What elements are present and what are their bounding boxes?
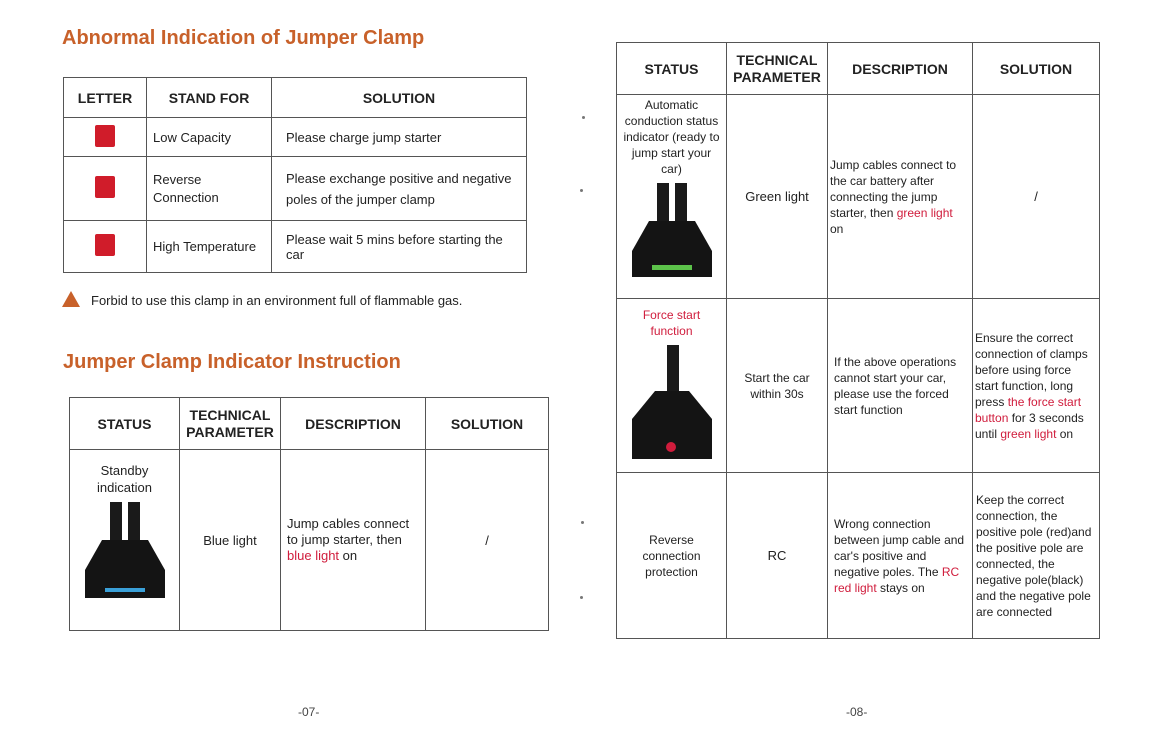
jumper-clamp-green-icon [627, 181, 717, 279]
description-highlight: green light [896, 205, 953, 220]
status-text: Standby indication [97, 463, 152, 495]
description-text: Jump cables connect to the car battery after connecting the jump starter, then [830, 157, 957, 220]
header-description: DESCRIPTION [828, 43, 973, 95]
header-solution: SOLUTION [272, 78, 527, 118]
jumper-clamp-blue-icon [80, 500, 170, 600]
description-highlight: RC red light [834, 564, 960, 595]
status-cell: Reverse connection protection [617, 473, 727, 639]
description-text-end: on [830, 221, 844, 236]
solution-cell: Please charge jump starter [272, 118, 527, 157]
header-status: STATUS [617, 43, 727, 95]
page-number: -08- [846, 705, 868, 719]
header-letter: LETTER [64, 78, 147, 118]
table-row [64, 118, 527, 157]
header-description: DESCRIPTION [281, 398, 426, 450]
solution-cell: Keep the correct connection, the positive pole (red)and the positive pole are connected, the negative pole(black) and the negative pole are connected [973, 473, 1100, 639]
param-cell: Green light [727, 95, 828, 299]
status-text: Automatic conduction status indicator (ready to jump start your car) [623, 98, 720, 176]
red-indicator-icon [95, 176, 115, 198]
red-indicator-icon [95, 234, 115, 256]
solution-cell: Please exchange positive and negative poles of the jumper clamp [272, 157, 527, 221]
solution-highlight-2: green light [1000, 426, 1057, 441]
param-cell: Start the car within 30s [727, 299, 828, 473]
indicator-instruction-table-continued [616, 42, 1100, 639]
stand-for-cell: Reverse Connection [147, 157, 272, 221]
solution-text-mid: for 3 seconds until [975, 410, 1084, 441]
table-row [617, 299, 1100, 473]
abnormal-indication-title: Abnormal Indication of Jumper Clamp [62, 27, 425, 49]
solution-text-end: on [1056, 426, 1074, 441]
description-cell [828, 473, 973, 639]
table-row [70, 450, 549, 631]
solution-cell: / [426, 450, 549, 631]
red-indicator-icon [95, 125, 115, 147]
solution-highlight: the force start button [975, 394, 1082, 425]
solution-text: Ensure the correct connection of clamps before using force start function, long press [975, 330, 1088, 409]
description-text: Jump cables connect to jump starter, then [287, 516, 410, 547]
table-row [617, 95, 1100, 299]
status-text: Force start function [642, 308, 701, 338]
stand-for-cell: High Temperature [147, 221, 272, 273]
description-highlight: blue light [287, 548, 340, 563]
header-technical-parameter: TECHNICAL PARAMETER [727, 43, 828, 95]
indicator-instruction-title: Jumper Clamp Indicator Instruction [63, 351, 401, 373]
table-row [617, 473, 1100, 639]
description-text-end: on [339, 548, 358, 563]
param-cell: RC [727, 473, 828, 639]
param-cell: Blue light [180, 450, 281, 631]
header-technical-parameter: TECHNICAL PARAMETER [180, 398, 281, 450]
description-cell [281, 450, 426, 631]
abnormal-indication-table [63, 77, 527, 273]
solution-cell: / [973, 95, 1100, 299]
warning-triangle-icon [61, 290, 81, 308]
solution-cell: Please wait 5 mins before starting the car [272, 221, 527, 273]
page-number: -07- [298, 705, 320, 719]
description-text: Wrong connection between jump cable and car's positive and negative poles. The [834, 516, 965, 579]
table-row [64, 221, 527, 273]
warning-text: Forbid to use this clamp in an environment full of flammable gas. [91, 293, 463, 308]
header-status: STATUS [70, 398, 180, 450]
force-start-clamp-icon [627, 343, 717, 461]
description-cell: If the above operations cannot start your car, please use the forced start function [828, 299, 973, 473]
indicator-instruction-table [69, 397, 549, 631]
header-solution: SOLUTION [973, 43, 1100, 95]
solution-cell [973, 299, 1100, 473]
header-solution: SOLUTION [426, 398, 549, 450]
description-cell [828, 95, 973, 299]
description-text-end: stays on [876, 580, 925, 595]
right-page [582, 0, 1164, 747]
stand-for-cell: Low Capacity [147, 118, 272, 157]
header-stand-for: STAND FOR [147, 78, 272, 118]
table-row [64, 157, 527, 221]
